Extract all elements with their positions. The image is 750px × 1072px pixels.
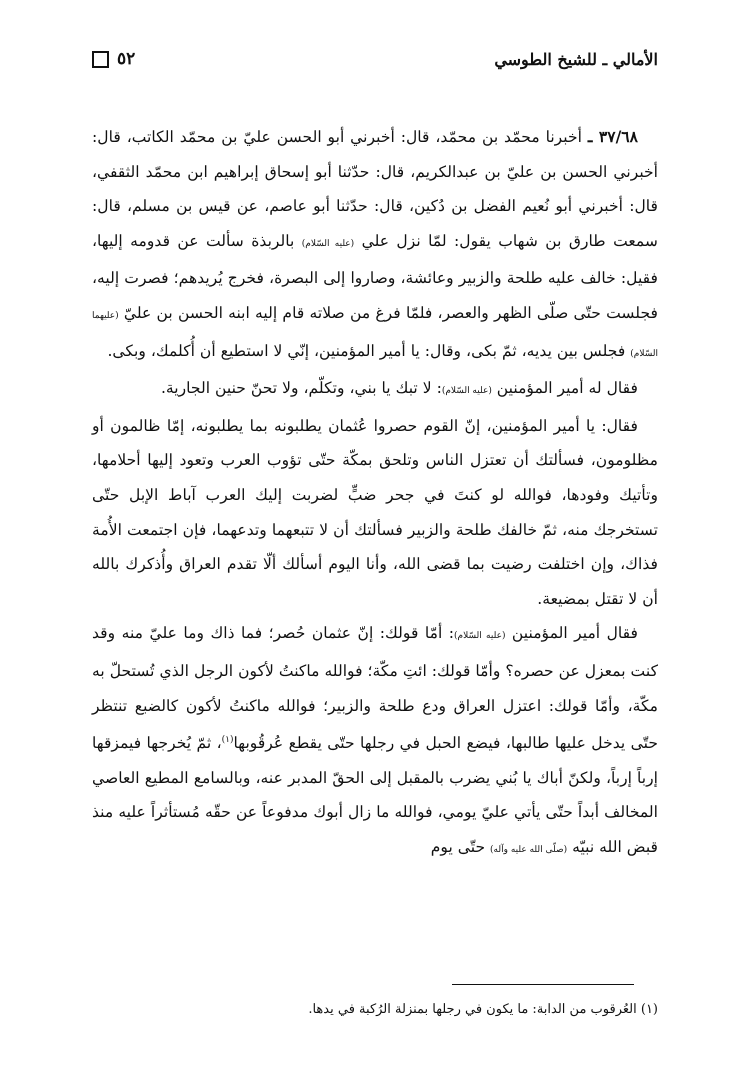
page-header — [92, 44, 658, 74]
p1-text-c: فجلس بين يديه، ثمّ بكى، وقال: يا أمير المؤمنين، إنّي لا استطيع أن أُكلمك، وبكى. — [107, 341, 631, 360]
footnote-divider — [452, 984, 634, 985]
main-text — [92, 120, 658, 868]
p4-text-a: فقال أمير المؤمنين — [505, 624, 638, 643]
page-number-group — [92, 49, 135, 69]
page-number: ٥٢ — [117, 49, 136, 69]
honorific-1: (عليه السّلام) — [301, 238, 355, 249]
p4-text-b: : أمّا قولك: إنّ عثمان حُصر؛ فما ذاك وما عليّ منه وقد كنت بمعزل عن حصره؟ وأمّا قولك: ائتِ مكّة؛ فوالله ماكنتُ لأكون الرجل الذي تُستحلّ به مكّة، وأمّا قولك: اعتزل العراق ودع طلحة والزبير؛ فوالله ماكنتُ لأكون كالضبع تنتظر حتّى يدخل عليها طالبها، فيضع الحبل في رجلها حتّى يقطع عُرقُوبها — [92, 624, 658, 753]
paragraph-4 — [92, 616, 658, 867]
hadith-number: ٣٧/٦٨ ـ — [587, 127, 639, 146]
footnote: (١) العُرقوب من الدابة: ما يكون في رجلها بمنزلة الرُكبة في يدها. — [308, 1002, 658, 1017]
honorific-3: (عليه السّلام) — [441, 386, 492, 397]
footnote-marker: (١) — [221, 735, 234, 746]
square-icon — [92, 51, 109, 68]
honorific-5: (صلّى الله عليه وآله) — [490, 845, 568, 856]
p4-text-c: ، ثمّ يُخرجها فيمزقها إرباً إرباً، ولكنّ أباك يا بُني يضرب بالمقبل إلى الحقّ المدبر عنه، وبالسامع المطيع العاصي المخالف أبداً حتّى يأتي عليّ يومي، فوالله ما زال أبوك مدفوعاً عن حقّه مُستأثراً عليه منذ قبض الله نبيّه — [92, 734, 658, 857]
paragraph-3: فقال: يا أمير المؤمنين، إنّ القوم حصروا عُثمان يطلبونه بما يطلبونه، إمّا ظالمون أو مظلومون، فسألتك أن تعتزل الناس وتلحق بمكّة حتّى تؤوب العرب وتعود إليها أحلامها، وتأتيك وفودها، فوالله لو كنتَ في جحر ضبٍّ لضربت إليك العرب آباط الإبل حتّى تستخرجك منه، ثمّ خالفك طلحة والزبير فسألتك أن لا تتبعهما وتدعهما، فإن اجتمعت الأُمة فذاك، وإن اختلفت رضيت بما قضى الله، وأنا اليوم أسألك ألّا تقدم العراق وأُذكرك بالله أن لا تقتل بمضيعة. — [92, 416, 658, 608]
honorific-4: (عليه السّلام) — [453, 631, 506, 642]
p1-text-b: بالربذة سألت عن قدومه إليها، فقيل: خالف عليه طلحة والزبير وعائشة، وصاروا إلى البصرة، فخرج يُريدهم؛ فصرت إليه، فجلست حتّى صلّى الظهر والعصر، فلمّا فرغ من صلاته قام إليه ابنه الحسن بن عليّ — [92, 231, 658, 322]
paragraph-2 — [92, 371, 658, 409]
p4-text-d: حتّى يوم — [430, 838, 491, 857]
p2-text-a: فقال له أمير المؤمنين — [491, 379, 638, 398]
p1-text-a: أخبرنا محمّد بن محمّد، قال: أخبرني أبو الحسن عليّ بن محمّد الكاتب، قال: أخبرني الحسن بن عليّ بن عبدالكريم، قال: حدّثنا أبو إسحاق إبراهيم ابن محمّد الثقفي، قال: أخبرني أبو نُعيم الفضل بن دُكين، قال: حدّثنا أبو عاصم، عن قيس بن مسلم، قال: سمعت طارق بن شهاب يقول: لمّا نزل علي — [92, 128, 658, 250]
paragraph-1 — [92, 120, 658, 371]
book-title: الأمالي ـ للشيخ الطوسي — [494, 49, 658, 69]
p2-text-b: : لا تبك يا بني، وتكلّم، ولا تحنّ حنين الجارية. — [160, 379, 442, 398]
honorific-2: (عليهما السّلام) — [92, 310, 658, 359]
